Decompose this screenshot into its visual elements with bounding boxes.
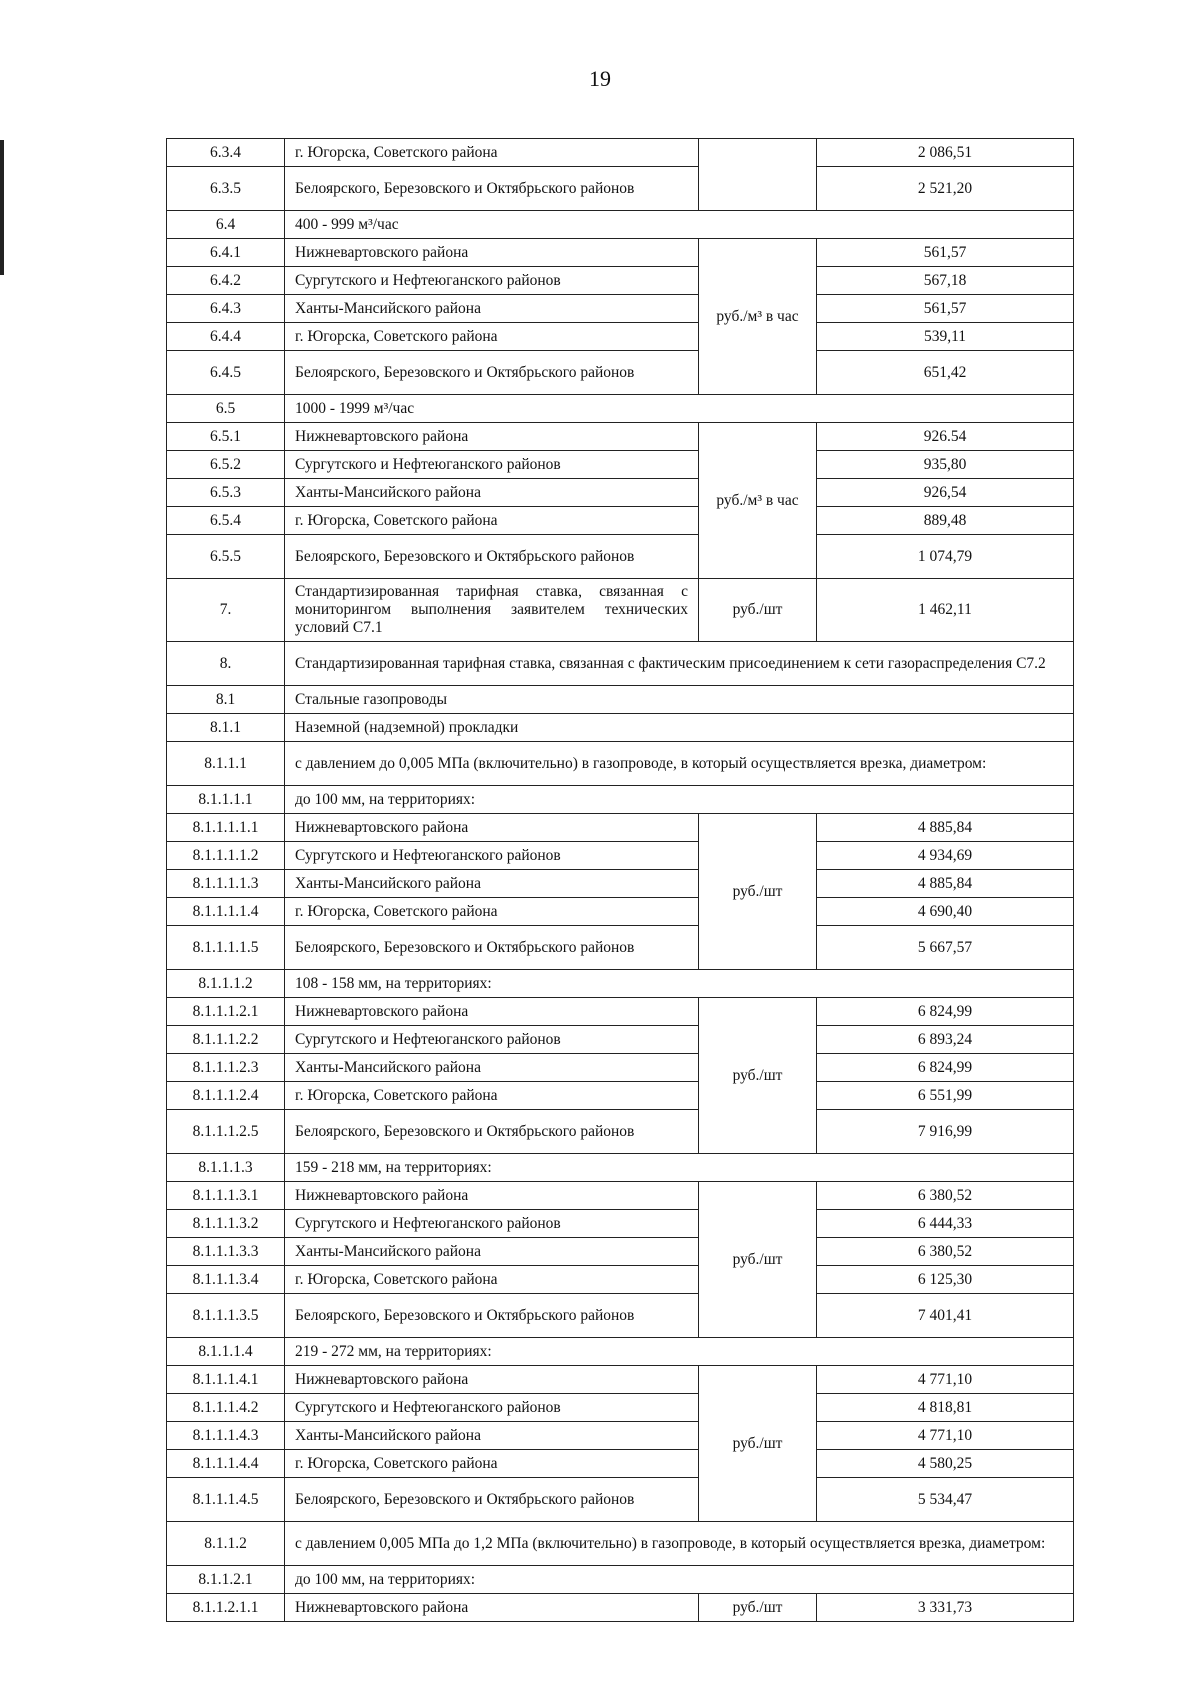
tariff-value: 935,80 xyxy=(817,451,1074,479)
item-code: 8.1.1.1.4.5 xyxy=(167,1478,285,1522)
table-row xyxy=(167,1394,1074,1422)
table-row xyxy=(167,351,1074,395)
item-code: 6.5.5 xyxy=(167,535,285,579)
tariff-value: 889,48 xyxy=(817,507,1074,535)
item-code: 6.4.4 xyxy=(167,323,285,351)
tariff-value: 567,18 xyxy=(817,267,1074,295)
table-row xyxy=(167,786,1074,814)
tariff-value: 6 380,52 xyxy=(817,1238,1074,1266)
item-code: 8.1.1.1.3.3 xyxy=(167,1238,285,1266)
table-row xyxy=(167,1110,1074,1154)
table-row xyxy=(167,323,1074,351)
item-name: Ханты-Мансийского района xyxy=(285,1238,699,1266)
item-name: Сургутского и Нефтеюганского районов xyxy=(285,1210,699,1238)
tariff-value: 4 885,84 xyxy=(817,814,1074,842)
unit-of-measure: руб./шт xyxy=(699,814,817,970)
unit-of-measure: руб./шт xyxy=(699,1182,817,1338)
item-code: 8. xyxy=(167,642,285,686)
item-code: 8.1.1.1.4.2 xyxy=(167,1394,285,1422)
item-name: Нижневартовского района xyxy=(285,1182,699,1210)
table-row xyxy=(167,535,1074,579)
item-name: Ханты-Мансийского района xyxy=(285,1054,699,1082)
item-code: 8.1.1.1.4 xyxy=(167,1338,285,1366)
item-code: 8.1.1.1.3.2 xyxy=(167,1210,285,1238)
unit-of-measure: руб./шт xyxy=(699,1594,817,1622)
item-code: 8.1.1.2 xyxy=(167,1522,285,1566)
item-name: Белоярского, Березовского и Октябрьского районов xyxy=(285,1294,699,1338)
table-row xyxy=(167,1294,1074,1338)
item-code: 6.5.1 xyxy=(167,423,285,451)
table-row xyxy=(167,395,1074,423)
tariff-value: 5 667,57 xyxy=(817,926,1074,970)
item-code: 8.1.1.1.2.1 xyxy=(167,998,285,1026)
section-heading: 1000 - 1999 м³/час xyxy=(285,395,1074,423)
table-row xyxy=(167,714,1074,742)
tariff-value: 926.54 xyxy=(817,423,1074,451)
item-name: Белоярского, Березовского и Октябрьского районов xyxy=(285,351,699,395)
tariff-value: 561,57 xyxy=(817,295,1074,323)
tariff-value: 539,11 xyxy=(817,323,1074,351)
tariff-value: 1 074,79 xyxy=(817,535,1074,579)
table-row xyxy=(167,1182,1074,1210)
item-name: Сургутского и Нефтеюганского районов xyxy=(285,451,699,479)
table-row xyxy=(167,1450,1074,1478)
item-name: Сургутского и Нефтеюганского районов xyxy=(285,842,699,870)
tariff-value: 6 893,24 xyxy=(817,1026,1074,1054)
table-row xyxy=(167,1054,1074,1082)
tariff-value: 7 916,99 xyxy=(817,1110,1074,1154)
item-name: Белоярского, Березовского и Октябрьского районов xyxy=(285,1478,699,1522)
tariff-table-body xyxy=(167,139,1074,1622)
item-name: Нижневартовского района xyxy=(285,423,699,451)
item-name: г. Югорска, Советского района xyxy=(285,1082,699,1110)
item-name: г. Югорска, Советского района xyxy=(285,1266,699,1294)
item-code: 8.1.1.1.2.2 xyxy=(167,1026,285,1054)
table-row xyxy=(167,970,1074,998)
table-row xyxy=(167,1366,1074,1394)
section-heading: 219 - 272 мм, на территориях: xyxy=(285,1338,1074,1366)
tariff-value: 2 086,51 xyxy=(817,139,1074,167)
item-code: 8.1.1.1.3.4 xyxy=(167,1266,285,1294)
item-code: 8.1.1.1.1.3 xyxy=(167,870,285,898)
tariff-value: 6 551,99 xyxy=(817,1082,1074,1110)
item-code: 8.1.1.2.1 xyxy=(167,1566,285,1594)
item-code: 7. xyxy=(167,579,285,642)
tariff-value: 1 462,11 xyxy=(817,579,1074,642)
item-code: 8.1.1.1.2 xyxy=(167,970,285,998)
item-name: Белоярского, Березовского и Октябрьского районов xyxy=(285,926,699,970)
table-row xyxy=(167,239,1074,267)
table-row xyxy=(167,742,1074,786)
table-row xyxy=(167,998,1074,1026)
item-code: 6.5.3 xyxy=(167,479,285,507)
unit-of-measure: руб./м³ в час xyxy=(699,423,817,579)
table-row xyxy=(167,1026,1074,1054)
item-code: 6.4.1 xyxy=(167,239,285,267)
item-code: 6.4.3 xyxy=(167,295,285,323)
item-code: 8.1.1.1.1 xyxy=(167,786,285,814)
tariff-value: 561,57 xyxy=(817,239,1074,267)
table-row xyxy=(167,211,1074,239)
tariff-value: 4 771,10 xyxy=(817,1366,1074,1394)
item-code: 6.5.4 xyxy=(167,507,285,535)
table-row xyxy=(167,167,1074,211)
item-name: Белоярского, Березовского и Октябрьского районов xyxy=(285,167,699,211)
item-code: 6.3.5 xyxy=(167,167,285,211)
table-row xyxy=(167,1422,1074,1450)
item-code: 8.1.1.1.1.2 xyxy=(167,842,285,870)
tariff-value: 4 934,69 xyxy=(817,842,1074,870)
item-code: 6.3.4 xyxy=(167,139,285,167)
table-row xyxy=(167,686,1074,714)
item-code: 8.1.1 xyxy=(167,714,285,742)
item-name: Нижневартовского района xyxy=(285,998,699,1026)
tariff-value: 5 534,47 xyxy=(817,1478,1074,1522)
item-name: Сургутского и Нефтеюганского районов xyxy=(285,1026,699,1054)
item-code: 8.1.1.1.1.4 xyxy=(167,898,285,926)
item-name: Нижневартовского района xyxy=(285,814,699,842)
item-code: 8.1.1.1.1.5 xyxy=(167,926,285,970)
section-heading: Стальные газопроводы xyxy=(285,686,1074,714)
table-row xyxy=(167,1338,1074,1366)
table-row xyxy=(167,1238,1074,1266)
unit-of-measure: руб./шт xyxy=(699,1366,817,1522)
tariff-value: 651,42 xyxy=(817,351,1074,395)
table-row xyxy=(167,139,1074,167)
item-code: 8.1 xyxy=(167,686,285,714)
section-heading: 400 - 999 м³/час xyxy=(285,211,1074,239)
section-heading: Стандартизированная тарифная ставка, связанная с фактическим присоединением к сети газораспределения С7.2 xyxy=(285,642,1074,686)
item-name: г. Югорска, Советского района xyxy=(285,898,699,926)
item-code: 8.1.1.1.2.4 xyxy=(167,1082,285,1110)
table-row xyxy=(167,423,1074,451)
tariff-table xyxy=(166,138,1074,1622)
scan-margin-mark xyxy=(0,140,4,275)
section-heading: с давлением 0,005 МПа до 1,2 МПа (включительно) в газопроводе, в который осуществляется врезка, диаметром: xyxy=(285,1522,1074,1566)
section-heading: до 100 мм, на территориях: xyxy=(285,786,1074,814)
item-name: г. Югорска, Советского района xyxy=(285,1450,699,1478)
item-name: Ханты-Мансийского района xyxy=(285,479,699,507)
item-name: Белоярского, Березовского и Октябрьского районов xyxy=(285,535,699,579)
item-name: г. Югорска, Советского района xyxy=(285,139,699,167)
item-name: Нижневартовского района xyxy=(285,239,699,267)
unit-of-measure: руб./шт xyxy=(699,998,817,1154)
item-code: 8.1.1.1.4.3 xyxy=(167,1422,285,1450)
tariff-value: 6 125,30 xyxy=(817,1266,1074,1294)
tariff-value: 4 580,25 xyxy=(817,1450,1074,1478)
item-code: 6.5 xyxy=(167,395,285,423)
table-row xyxy=(167,926,1074,970)
table-row xyxy=(167,1594,1074,1622)
item-code: 8.1.1.1.4.4 xyxy=(167,1450,285,1478)
section-heading: 108 - 158 мм, на территориях: xyxy=(285,970,1074,998)
table-row xyxy=(167,870,1074,898)
item-name: Ханты-Мансийского района xyxy=(285,295,699,323)
item-code: 8.1.1.1.3.1 xyxy=(167,1182,285,1210)
item-name: Нижневартовского района xyxy=(285,1594,699,1622)
item-name: Нижневартовского района xyxy=(285,1366,699,1394)
section-heading: 159 - 218 мм, на территориях: xyxy=(285,1154,1074,1182)
item-code: 8.1.1.1 xyxy=(167,742,285,786)
item-code: 8.1.1.1.2.5 xyxy=(167,1110,285,1154)
item-code: 8.1.1.1.3 xyxy=(167,1154,285,1182)
item-code: 6.4.5 xyxy=(167,351,285,395)
unit-of-measure: руб./шт xyxy=(699,579,817,642)
item-code: 6.5.2 xyxy=(167,451,285,479)
table-row xyxy=(167,295,1074,323)
item-code: 8.1.1.2.1.1 xyxy=(167,1594,285,1622)
table-row xyxy=(167,507,1074,535)
tariff-value: 7 401,41 xyxy=(817,1294,1074,1338)
item-code: 6.4 xyxy=(167,211,285,239)
table-row xyxy=(167,1522,1074,1566)
table-row xyxy=(167,814,1074,842)
table-row xyxy=(167,898,1074,926)
item-code: 6.4.2 xyxy=(167,267,285,295)
section-heading: до 100 мм, на территориях: xyxy=(285,1566,1074,1594)
tariff-value: 6 824,99 xyxy=(817,998,1074,1026)
unit-of-measure: руб./м³ в час xyxy=(699,239,817,395)
item-code: 8.1.1.1.4.1 xyxy=(167,1366,285,1394)
item-name: Стандартизированная тарифная ставка, связанная с мониторингом выполнения заявителем технических условий С7.1 xyxy=(285,579,699,642)
tariff-value: 6 444,33 xyxy=(817,1210,1074,1238)
table-row xyxy=(167,479,1074,507)
table-row xyxy=(167,642,1074,686)
tariff-value: 4 771,10 xyxy=(817,1422,1074,1450)
table-row xyxy=(167,1266,1074,1294)
item-name: г. Югорска, Советского района xyxy=(285,507,699,535)
table-row xyxy=(167,842,1074,870)
tariff-value: 4 885,84 xyxy=(817,870,1074,898)
tariff-value: 6 824,99 xyxy=(817,1054,1074,1082)
table-row xyxy=(167,1478,1074,1522)
tariff-value: 4 818,81 xyxy=(817,1394,1074,1422)
item-name: Ханты-Мансийского района xyxy=(285,870,699,898)
section-heading: Наземной (надземной) прокладки xyxy=(285,714,1074,742)
tariff-value: 2 521,20 xyxy=(817,167,1074,211)
item-name: г. Югорска, Советского района xyxy=(285,323,699,351)
item-name: Ханты-Мансийского района xyxy=(285,1422,699,1450)
table-row xyxy=(167,1082,1074,1110)
tariff-value: 6 380,52 xyxy=(817,1182,1074,1210)
table-row xyxy=(167,1210,1074,1238)
item-code: 8.1.1.1.1.1 xyxy=(167,814,285,842)
table-row xyxy=(167,451,1074,479)
tariff-value: 3 331,73 xyxy=(817,1594,1074,1622)
table-row xyxy=(167,267,1074,295)
item-name: Сургутского и Нефтеюганского районов xyxy=(285,1394,699,1422)
table-row xyxy=(167,1154,1074,1182)
item-code: 8.1.1.1.2.3 xyxy=(167,1054,285,1082)
tariff-value: 4 690,40 xyxy=(817,898,1074,926)
unit-of-measure xyxy=(699,139,817,211)
item-code: 8.1.1.1.3.5 xyxy=(167,1294,285,1338)
tariff-value: 926,54 xyxy=(817,479,1074,507)
table-row xyxy=(167,1566,1074,1594)
item-name: Сургутского и Нефтеюганского районов xyxy=(285,267,699,295)
item-name: Белоярского, Березовского и Октябрьского районов xyxy=(285,1110,699,1154)
page-number: 19 xyxy=(589,66,611,91)
table-row xyxy=(167,579,1074,642)
section-heading: с давлением до 0,005 МПа (включительно) в газопроводе, в который осуществляется врезка, диаметром: xyxy=(285,742,1074,786)
